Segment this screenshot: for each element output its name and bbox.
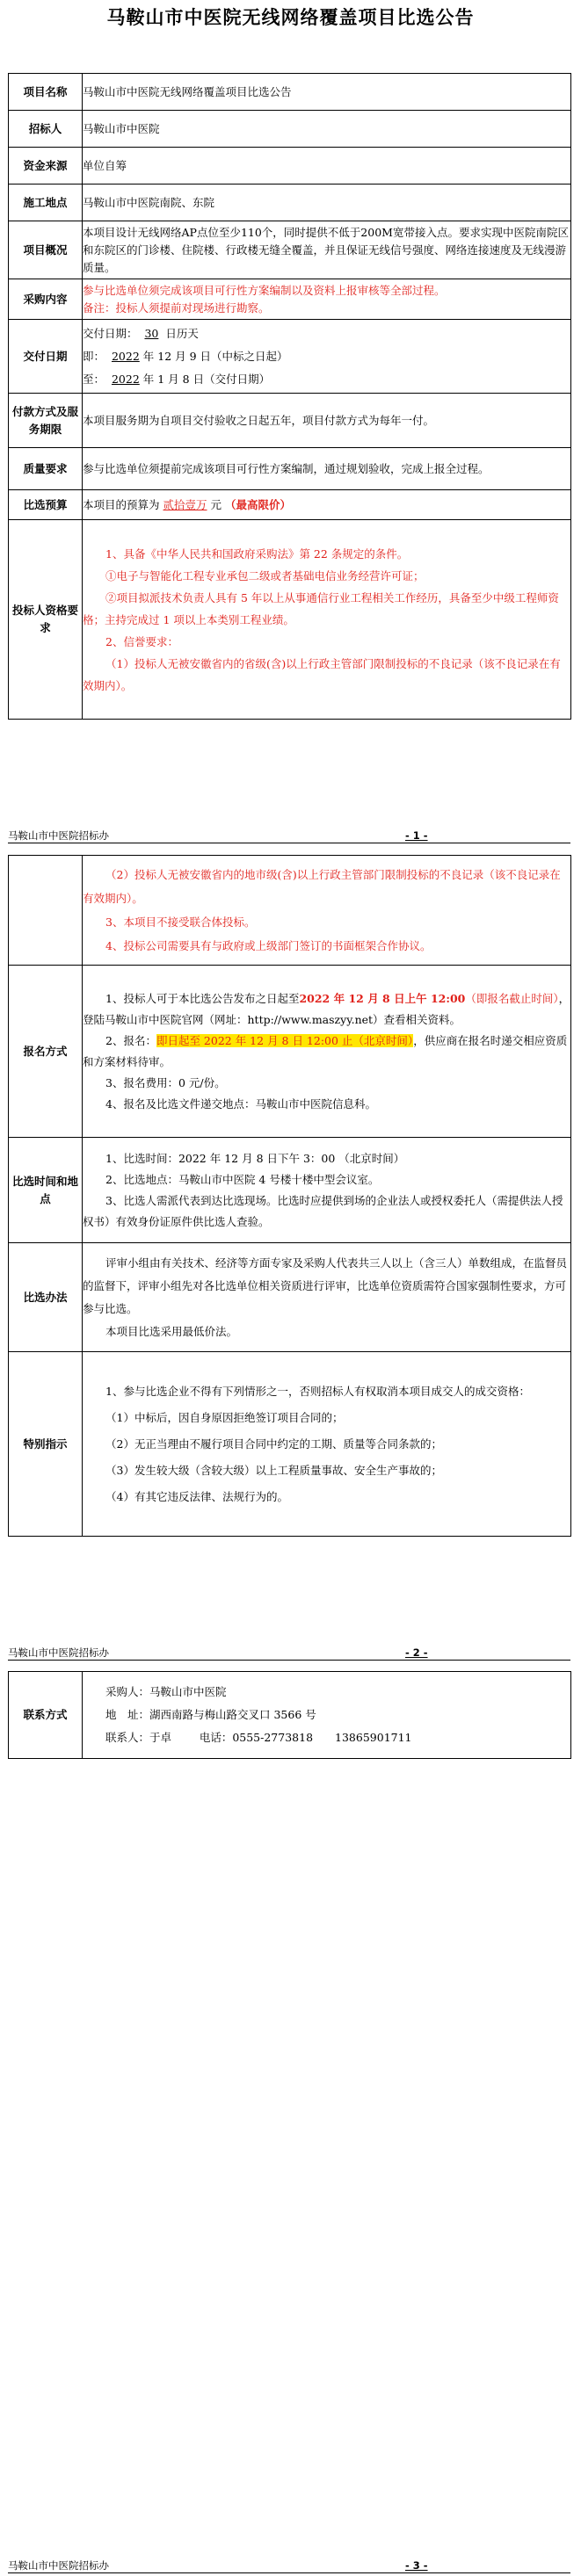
- footer-page-number: - 3 -: [405, 2559, 428, 2572]
- label-special: 特别指示: [9, 1352, 83, 1537]
- delivery-l3-pre: 至：: [83, 372, 105, 386]
- row-overview: [9, 221, 571, 279]
- row-special: [9, 1352, 571, 1537]
- registration-p1-a: 1、投标人可于本比选公告发布之日起至: [105, 991, 300, 1005]
- special-p2: （1）中标后，因自身原因拒绝签订项目合同的；: [105, 1410, 344, 1424]
- registration-p1-d: ，登陆马鞍山市中医院官网（网址：http://www.maszyy.net）查看相关资料。: [83, 991, 570, 1026]
- special-p1: 1、参与比选企业不得有下列情形之一，否则招标人有权取消本项目成交人的成交资格：: [105, 1384, 530, 1398]
- delivery-l2-pre: 即：: [83, 349, 105, 363]
- registration-p2-c: ，供应商在报名时递交相应资质和方案材料待审。: [83, 1033, 568, 1068]
- label-project-name: 项目名称: [9, 74, 83, 111]
- contact-person: 联系人：于卓: [105, 1731, 172, 1744]
- label-tenderer: 招标人: [9, 111, 83, 148]
- delivery-l1-pre: 交付日期：: [83, 326, 138, 340]
- delivery-l3-post: 年 1 月 8 日（交付日期）: [142, 372, 271, 386]
- footer-page-number: - 2 -: [405, 1646, 428, 1659]
- value-overview: 本项目设计无线网络AP点位至少110个，同时提供不低于200M宽带接入点。要求实现中医院南院区和东院区的门诊楼、住院楼、行政楼无缝全覆盖，并且保证无线信号强度、网络连接速度及无线漫游质量。: [83, 221, 571, 279]
- budget-note: （最高限价）: [225, 497, 292, 511]
- special-p3: （2）无正当理由不履行项目合同中约定的工期、质量等合同条款的；: [105, 1436, 442, 1451]
- method-p1: 评审小组由有关技术、经济等方面专家及采购人代表共三人以上（含三人）单数组成，在监督员的监督下，评审小组先对各比选单位相关资质进行评审，比选单位资质需符合国家强制性要求，方可参与比选。: [83, 1255, 568, 1315]
- row-time-place: [9, 1138, 571, 1243]
- footer-org: 马鞍山市中医院招标办: [8, 2559, 109, 2572]
- contact-purchaser: 采购人：马鞍山市中医院: [105, 1685, 227, 1698]
- budget-unit: 元: [210, 497, 222, 511]
- row-payment: [9, 394, 571, 448]
- contact-phone: 电话：0555-2773818 13865901711: [199, 1731, 412, 1744]
- label-budget: 比选预算: [9, 490, 83, 520]
- method-p2: 本项目比选采用最低价法。: [105, 1324, 238, 1338]
- procurement-line-1: 参与比选单位须完成该项目可行性方案编制以及资料上报审核等全部过程。: [83, 283, 446, 297]
- row-quality: [9, 448, 571, 490]
- label-payment: 付款方式及服务期限: [9, 394, 83, 448]
- registration-p2-a: 2、报名：: [105, 1033, 156, 1047]
- label-time-place: 比选时间和地点: [9, 1138, 83, 1243]
- announcement-table-page-3: [8, 1671, 571, 1759]
- row-qualification-cont: [9, 856, 571, 966]
- qualification-p4: 2、信誉要求：: [105, 634, 178, 648]
- qualification-p8: 4、投标公司需要具有与政府或上级部门签订的书面框架合作协议。: [105, 939, 432, 952]
- time-place-p1: 1、比选时间：2022 年 12 月 8 日下午 3：00 （北京时间）: [105, 1151, 405, 1165]
- delivery-days: 30: [144, 326, 159, 340]
- value-site: 马鞍山市中医院南院、东院: [83, 185, 571, 221]
- value-tenderer: 马鞍山市中医院: [83, 111, 571, 148]
- budget-amount: 贰拾壹万: [163, 497, 207, 511]
- special-p4: （3）发生较大级（含较大级）以上工程质量事故、安全生产事故的；: [105, 1463, 442, 1477]
- registration-p4: 4、报名及比选文件递交地点：马鞍山市中医院信息科。: [105, 1096, 376, 1111]
- value-project-name: 马鞍山市中医院无线网络覆盖项目比选公告: [83, 74, 571, 111]
- footer-page-number: - 1 -: [405, 829, 428, 842]
- row-fund-source: [9, 148, 571, 185]
- label-registration: 报名方式: [9, 966, 83, 1138]
- time-place-p2: 2、比选地点：马鞍山市中医院 4 号楼十楼中型会议室。: [105, 1172, 380, 1186]
- row-delivery: [9, 320, 571, 394]
- time-place-p3: 3、比选人需派代表到达比选现场。比选时应提供到场的企业法人或授权委托人（需提供法人授权书）有效身份证原件供比选人查验。: [83, 1193, 563, 1228]
- footer-org: 马鞍山市中医院招标办: [8, 829, 109, 842]
- label-qualification: 投标人资格要求: [9, 520, 83, 720]
- label-delivery: 交付日期: [9, 320, 83, 394]
- row-budget: [9, 490, 571, 520]
- row-method: [9, 1243, 571, 1352]
- delivery-l2-post: 年 12 月 9 日（中标之日起）: [142, 349, 288, 363]
- row-contact: [9, 1672, 571, 1759]
- delivery-start-year: 2022: [111, 349, 140, 363]
- label-procurement: 采购内容: [9, 279, 83, 320]
- qualification-p7: 3、本项目不接受联合体投标。: [105, 915, 256, 929]
- row-procurement: [9, 279, 571, 320]
- qualification-p5: （1）投标人无被安徽省内的省级(含)以上行政主管部门限制投标的不良记录（该不良记录在有效期内）。: [83, 656, 561, 692]
- qualification-p2: ①电子与智能化工程专业承包二级或者基础电信业务经营许可证；: [105, 568, 425, 582]
- registration-p3: 3、报名费用：0 元/份。: [105, 1075, 226, 1089]
- announcement-table-page-1: [8, 73, 571, 720]
- footer-org: 马鞍山市中医院招标办: [8, 1646, 109, 1659]
- label-contact: 联系方式: [9, 1672, 83, 1759]
- label-site: 施工地点: [9, 185, 83, 221]
- budget-pre: 本项目的预算为: [83, 497, 160, 511]
- row-site: [9, 185, 571, 221]
- qualification-p1: 1、具备《中华人民共和国政府采购法》第 22 条规定的条件。: [105, 546, 409, 561]
- label-fund-source: 资金来源: [9, 148, 83, 185]
- value-payment: 本项目服务期为自项目交付验收之日起五年，项目付款方式为每年一付。: [83, 394, 571, 448]
- qualification-p6: （2）投标人无被安徽省内的地市级(含)以上行政主管部门限制投标的不良记录（该不良记录在有效期内）。: [83, 868, 561, 905]
- value-fund-source: 单位自筹: [83, 148, 571, 185]
- label-quality: 质量要求: [9, 448, 83, 490]
- registration-deadline: 2022 年 12 月 8 日上午 12:00: [299, 991, 466, 1005]
- label-method: 比选办法: [9, 1243, 83, 1352]
- page-title: 马鞍山市中医院无线网络覆盖项目比选公告: [106, 7, 475, 28]
- value-quality: 参与比选单位须提前完成该项目可行性方案编制，通过规划验收，完成上报全过程。: [83, 448, 571, 490]
- page-footer-3: [8, 2559, 570, 2573]
- row-tenderer: [9, 111, 571, 148]
- qualification-p3: ②项目拟派技术负责人具有 5 年以上从事通信行业工程相关工作经历，具备至少中级工程师资格；主持完成过 1 项以上本类别工程业绩。: [83, 590, 559, 626]
- registration-period: 即日起至 2022 年 12 月 8 日 12:00 止（北京时间）: [156, 1033, 414, 1047]
- row-qualification: [9, 520, 571, 720]
- contact-address: 地 址：湖西南路与梅山路交叉口 3566 号: [105, 1708, 316, 1721]
- registration-deadline-note: （即报名截止时间）: [465, 991, 559, 1005]
- row-project-name: [9, 74, 571, 111]
- special-p5: （4）有其它违反法律、法规行为的。: [105, 1489, 288, 1503]
- delivery-l1-post: 日历天: [165, 326, 199, 340]
- procurement-note: 备注：投标人须提前对现场进行勘察。: [83, 300, 270, 315]
- page-footer-1: [8, 829, 570, 843]
- page-footer-2: [8, 1646, 570, 1661]
- delivery-end-year: 2022: [111, 372, 140, 386]
- announcement-table-page-2: [8, 855, 571, 1537]
- label-overview: 项目概况: [9, 221, 83, 279]
- row-registration: [9, 966, 571, 1138]
